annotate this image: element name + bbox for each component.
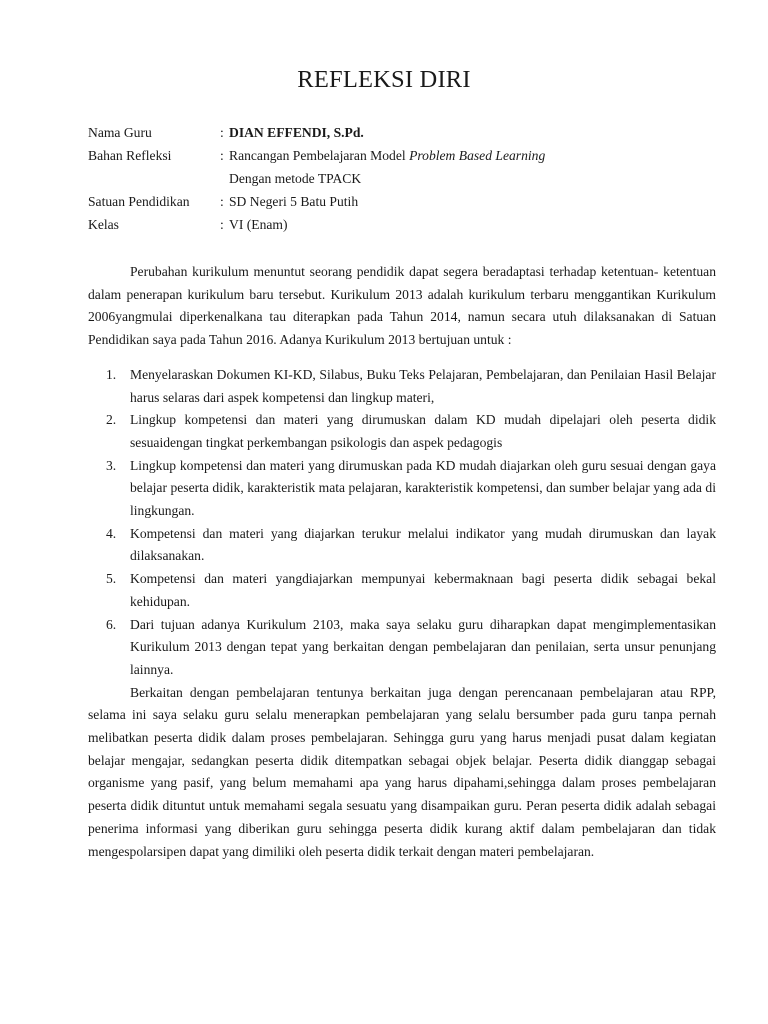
list-item	[88, 568, 716, 613]
meta-label-satuan-pendidikan: Satuan Pendidikan	[88, 194, 190, 209]
list-item	[88, 409, 716, 454]
list-item-number: 3.	[106, 457, 117, 473]
list-item-text: Lingkup kompetensi dan materi yang dirumuskan pada KD mudah diajarkan oleh guru sesuai dengan gaya belajar peserta didik, karakteristik mata pelajaran, karakteristik kompetensi, dan sumber belajar yang ada di lingkungan.	[130, 457, 716, 519]
meta-label-bahan-refleksi: Bahan Refleksi	[88, 148, 172, 163]
meta-colon: :	[220, 194, 224, 209]
list-item	[88, 523, 716, 568]
paragraph-intro: Perubahan kurikulum menuntut seorang pendidik dapat segera beradaptasi terhadap ketentuan- ketentuan dalam penerapan kurikulum baru tersebut. Kurikulum 2013 adalah kurikulum terbaru menggantikan Kurikulum 2006yangmulai diperkenalkana tau diterapkan pada Tahun 2014, namun secara utuh dilaksanakan di Satuan Pendidikan saya pada Tahun 2016. Adanya Kurikulum 2013 bertujuan untuk :	[88, 264, 716, 348]
meta-value-kelas: VI (Enam)	[229, 217, 288, 232]
document-title: REFLEKSI DIRI	[297, 66, 471, 93]
list-item-text: Kompetensi dan materi yangdiajarkan mempunyai kebermaknaan bagi peserta didik sebagai bekal kehidupan.	[130, 571, 716, 609]
list-item-text: Menyelaraskan Dokumen KI-KD, Silabus, Buku Teks Pelajaran, Pembelajaran, dan Penilaian Hasil Belajar harus selaras dari aspek kompetensi dan lingkup materi,	[130, 366, 716, 405]
objectives-list	[88, 364, 716, 682]
list-item-text: Dari tujuan adanya Kurikulum 2103, maka saya selaku guru diharapkan dapat mengimplementasikan Kurikulum 2013 dengan tepat yang berkaitan dengan pembelajaran dan penilaian, serta unsur penunjang lainnya.	[130, 616, 716, 677]
paragraph-reflection: Berkaitan dengan pembelajaran tentunya berkaitan juga dengan perencanaan pembelajaran atau RPP, selama ini saya selaku guru selalu menerapkan pembelajaran yang selalu bersumber pada guru tanpa pernah melibatkan peserta didik dalam proses pembelajaran. Sehingga guru yang harus menjadi pusat dalam kegiatan belajar mengajar, sedangkan peserta didik ditempatkan sebagai objek belajar. Peserta didik dianggap sebagai organisme yang pasif, yang belum memahami apa yang harus dipahami,sehingga dalam proses pembelajaran peserta didik dituntut untuk memahami segala sesuatu yang disampaikan guru. Peran peserta didik adalah sebagai penerima informasi yang diberikan guru sehingga peserta didik kurang aktif dalam pembelajaran dan tidak mengespolarsipen dapat yang dimiliki oleh peserta didik terkait dengan materi pembelajaran.	[88, 684, 716, 859]
list-item-number: 4.	[106, 525, 117, 541]
list-item	[88, 455, 716, 523]
document-body	[88, 261, 716, 863]
meta-value-nama-guru: DIAN EFFENDI, S.Pd.	[229, 125, 364, 140]
list-item-number: 2.	[106, 412, 117, 428]
meta-colon: :	[220, 148, 224, 163]
meta-colon: :	[220, 125, 224, 140]
list-item-text: Kompetensi dan materi yang diajarkan terukur melalui indikator yang mudah dirumuskan dan layak dilaksanakan.	[130, 525, 716, 564]
meta-label-nama-guru: Nama Guru	[88, 125, 152, 140]
meta-label-kelas: Kelas	[88, 217, 119, 232]
list-item-number: 1.	[106, 366, 117, 382]
list-item-number: 5.	[106, 571, 117, 587]
meta-value-bahan-refleksi	[229, 144, 545, 167]
meta-value-satuan-pendidikan: SD Negeri 5 Batu Putih	[229, 194, 359, 209]
meta-value-bahan-refleksi-text: Rancangan Pembelajaran Model	[229, 148, 410, 163]
list-item-number: 6.	[106, 616, 117, 632]
meta-colon: :	[220, 217, 224, 232]
meta-value-bahan-refleksi-line2: Dengan metode TPACK	[229, 171, 362, 186]
list-item-text: Lingkup kompetensi dan materi yang dirumuskan dalam KD mudah dipelajari oleh peserta didik sesuaidengan tingkat perkembangan psikologis dan aspek pedagogis	[130, 412, 716, 450]
list-item	[88, 364, 716, 409]
meta-value-bahan-refleksi-italic: Problem Based Learning	[409, 148, 546, 163]
list-item	[88, 614, 716, 682]
